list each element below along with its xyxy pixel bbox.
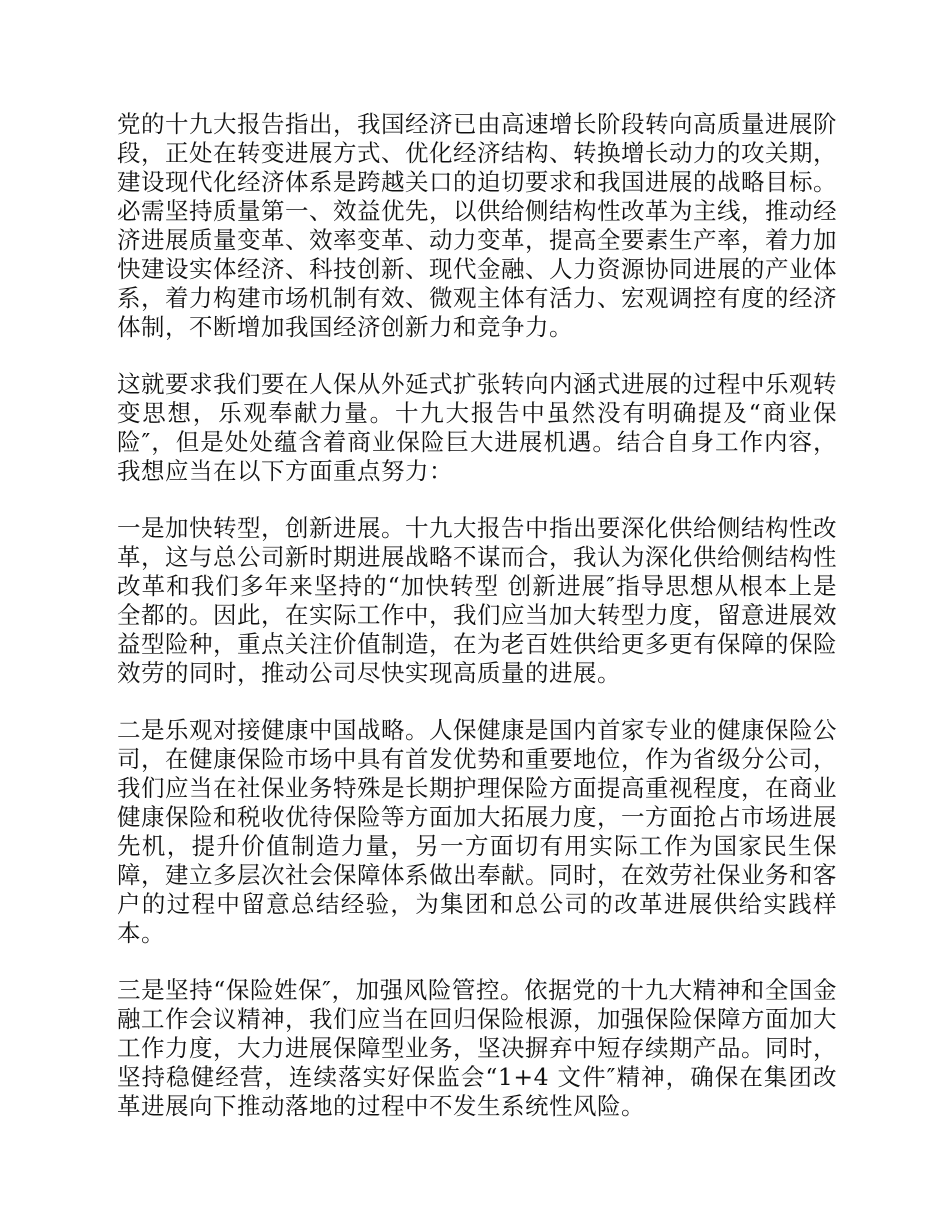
paragraph-1: 党的十九大报告指出，我国经济已由高速增长阶段转向高质量进展阶段，正处在转变进展方式、优化经济结构、转换增长动力的攻关期，建设现代化经济体系是跨越关口的迫切要求和我国进展的战略目标。必需坚持质量第一、效益优先，以供给侧结构性改革为主线，推动经济进展质量变革、效率变革、动力变革，提高全要素生产率，着力加快建设实体经济、科技创新、现代金融、人力资源协同进展的产业体系，着力构建市场机制有效、微观主体有活力、宏观调控有度的经济体制，不断增加我国经济创新力和竞争力。: [117, 110, 837, 341]
document-body: [117, 110, 837, 1149]
paragraph-5: 三是坚持“保险姓保″，加强风险管控。依据党的十九大精神和全国金融工作会议精神，我们应当在回归保险根源，加强保险保障方面加大工作力度，大力进展保障型业务，坚决摒弃中短存续期产品。同时，坚持稳健经营，连续落实好保监会“1+4 文件″精神，确保在集团改革进展向下推动落地的过程中不发生系统性风险。: [117, 976, 837, 1120]
paragraph-4: 二是乐观对接健康中国战略。人保健康是国内首家专业的健康保险公司，在健康保险市场中具有首发优势和重要地位，作为省级分公司，我们应当在社保业务特殊是长期护理保险方面提高重视程度，在商业健康保险和税收优待保险等方面加大拓展力度，一方面抢占市场进展先机，提升价值制造力量，另一方面切有用实际工作为国家民生保障，建立多层次社会保障体系做出奉献。同时，在效劳社保业务和客户的过程中留意总结经验，为集团和总公司的改革进展供给实践样本。: [117, 716, 837, 947]
paragraph-2: 这就要求我们要在人保从外延式扩张转向内涵式进展的过程中乐观转变思想，乐观奉献力量。十九大报告中虽然没有明确提及“商业保险″，但是处处蕴含着商业保险巨大进展机遇。结合自身工作内容，我想应当在以下方面重点努力：: [117, 370, 837, 485]
paragraph-3: 一是加快转型，创新进展。十九大报告中指出要深化供给侧结构性改革，这与总公司新时期进展战略不谋而合，我认为深化供给侧结构性改革和我们多年来坚持的“加快转型 创新进展″指导思想从根本上是全都的。因此，在实际工作中，我们应当加大转型力度，留意进展效益型险种，重点关注价值制造，在为老百姓供给更多更有保障的保险效劳的同时，推动公司尽快实现高质量的进展。: [117, 514, 837, 687]
